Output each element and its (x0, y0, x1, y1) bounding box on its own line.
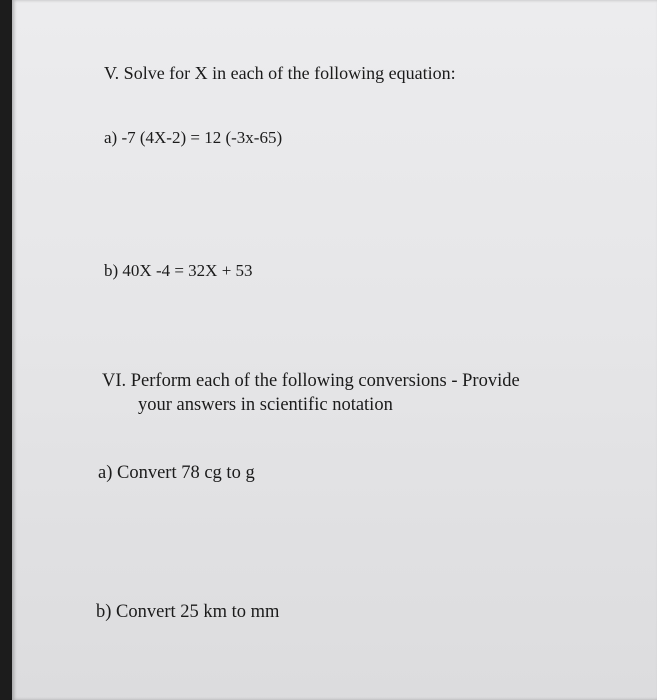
equation-a: a) -7 (4X-2) = 12 (-3x-65) (104, 128, 283, 147)
section-vi-heading-line2: your answers in scientific notation (138, 395, 393, 415)
conversion-b: b) Convert 25 km to mm (96, 602, 280, 622)
equation-b: b) 40X -4 = 32X + 53 (104, 261, 253, 280)
section-v-heading: V. Solve for X in each of the following equation: (104, 63, 456, 83)
conversion-a: a) Convert 78 cg to g (98, 463, 255, 483)
section-vi-heading-line1: VI. Perform each of the following conversions - Provide (102, 371, 520, 391)
worksheet-page (12, 0, 657, 700)
